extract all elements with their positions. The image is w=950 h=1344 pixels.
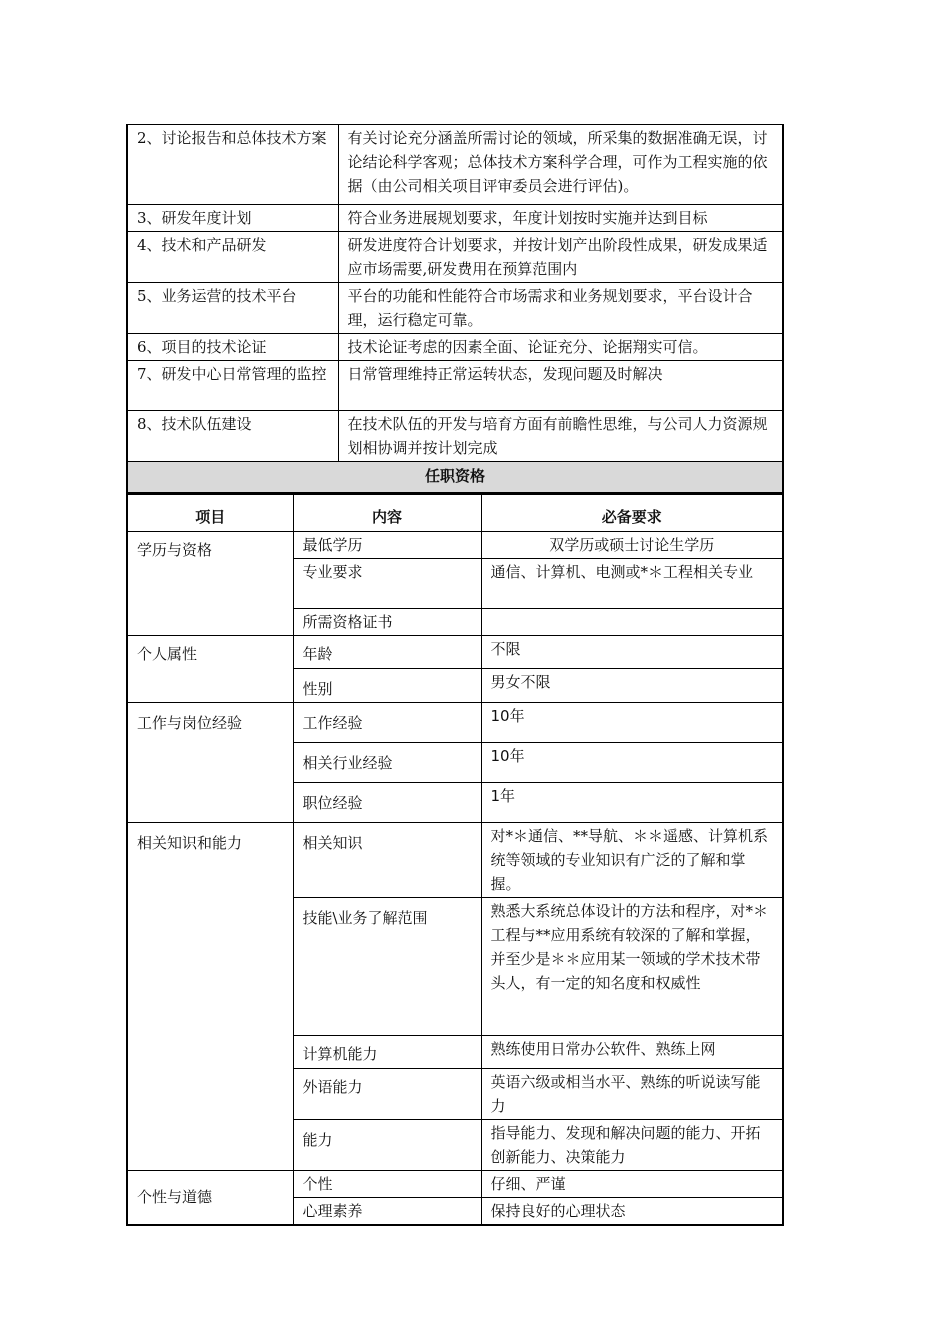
content-cell: 性别 [293, 668, 481, 702]
content-cell: 能力 [293, 1119, 481, 1170]
group-label: 个人属性 [127, 635, 293, 702]
content-cell: 最低学历 [293, 531, 481, 558]
duty-item: 8、技术队伍建设 [127, 411, 338, 462]
requirement-cell: 10年 [481, 702, 783, 742]
duty-standard: 平台的功能和性能符合市场需求和业务规划要求，平台设计合理，运行稳定可靠。 [338, 283, 783, 334]
content-cell: 所需资格证书 [293, 608, 481, 635]
table-row [127, 232, 783, 283]
duty-item: 5、业务运营的技术平台 [127, 283, 338, 334]
content-cell: 心理素养 [293, 1197, 481, 1225]
content-cell: 专业要求 [293, 558, 481, 608]
content-cell: 技能\业务了解范围 [293, 897, 481, 1035]
requirement-cell: 保持良好的心理状态 [481, 1197, 783, 1225]
requirement-cell: 对*＊通信、**导航、＊＊遥感、计算机系统等领域的专业知识有广泛的了解和掌握。 [481, 822, 783, 897]
group-label: 相关知识和能力 [127, 822, 293, 1170]
requirement-cell: 熟悉大系统总体设计的方法和程序，对*＊工程与**应用系统有较深的了解和掌握，并至少是＊＊应用某一领域的学术技术带头人，有一定的知名度和权威性 [481, 897, 783, 1035]
requirement-cell: 不限 [481, 635, 783, 668]
group-label: 学历与资格 [127, 531, 293, 635]
duty-item: 4、技术和产品研发 [127, 232, 338, 283]
content-cell: 相关知识 [293, 822, 481, 897]
content-cell: 个性 [293, 1170, 481, 1197]
content-cell: 年龄 [293, 635, 481, 668]
content-cell: 外语能力 [293, 1068, 481, 1119]
job-description-page [126, 124, 782, 1226]
section-title: 任职资格 [127, 462, 783, 493]
duty-item: 7、研发中心日常管理的监控 [127, 361, 338, 411]
responsibility-table [126, 124, 784, 494]
duty-standard: 符合业务进展规划要求，年度计划按时实施并达到目标 [338, 205, 783, 232]
content-cell: 相关行业经验 [293, 742, 481, 782]
requirement-cell: 1年 [481, 782, 783, 822]
requirement-cell: 双学历或硕士讨论生学历 [481, 531, 783, 558]
requirement-cell: 通信、计算机、电测或*＊工程相关专业 [481, 558, 783, 608]
requirement-cell [481, 608, 783, 635]
duty-standard: 有关讨论充分涵盖所需讨论的领域，所采集的数据准确无误，讨论结论科学客观；总体技术方案科学合理，可作为工程实施的依据（由公司相关项目评审委员会进行评估)。 [338, 125, 783, 205]
requirement-cell: 仔细、严谨 [481, 1170, 783, 1197]
table-row [127, 1170, 783, 1197]
duty-item: 2、讨论报告和总体技术方案 [127, 125, 338, 205]
group-label: 工作与岗位经验 [127, 702, 293, 822]
duty-standard: 在技术队伍的开发与培育方面有前瞻性思维，与公司人力资源规划相协调并按计划完成 [338, 411, 783, 462]
column-header-content: 内容 [293, 494, 481, 531]
group-label: 个性与道德 [127, 1170, 293, 1225]
table-row [127, 334, 783, 361]
requirement-cell: 男女不限 [481, 668, 783, 702]
table-row [127, 822, 783, 897]
qualification-section-header [127, 462, 783, 493]
duty-item: 6、项目的技术论证 [127, 334, 338, 361]
column-header-requirement: 必备要求 [481, 494, 783, 531]
table-row [127, 361, 783, 411]
qualification-table [126, 494, 784, 1226]
table-row [127, 411, 783, 462]
content-cell: 职位经验 [293, 782, 481, 822]
table-row [127, 531, 783, 558]
table-header-row [127, 494, 783, 531]
table-row [127, 125, 783, 205]
requirement-cell: 熟练使用日常办公软件、熟练上网 [481, 1035, 783, 1068]
content-cell: 计算机能力 [293, 1035, 481, 1068]
content-cell: 工作经验 [293, 702, 481, 742]
table-row [127, 635, 783, 668]
requirement-cell: 指导能力、发现和解决问题的能力、开拓创新能力、决策能力 [481, 1119, 783, 1170]
column-header-item: 项目 [127, 494, 293, 531]
table-row [127, 283, 783, 334]
duty-item: 3、研发年度计划 [127, 205, 338, 232]
duty-standard: 日常管理维持正常运转状态，发现问题及时解决 [338, 361, 783, 411]
duty-standard: 技术论证考虑的因素全面、论证充分、论据翔实可信。 [338, 334, 783, 361]
table-row [127, 702, 783, 742]
table-row [127, 205, 783, 232]
requirement-cell: 10年 [481, 742, 783, 782]
requirement-cell: 英语六级或相当水平、熟练的听说读写能力 [481, 1068, 783, 1119]
duty-standard: 研发进度符合计划要求，并按计划产出阶段性成果，研发成果适应市场需要,研发费用在预算范围内 [338, 232, 783, 283]
